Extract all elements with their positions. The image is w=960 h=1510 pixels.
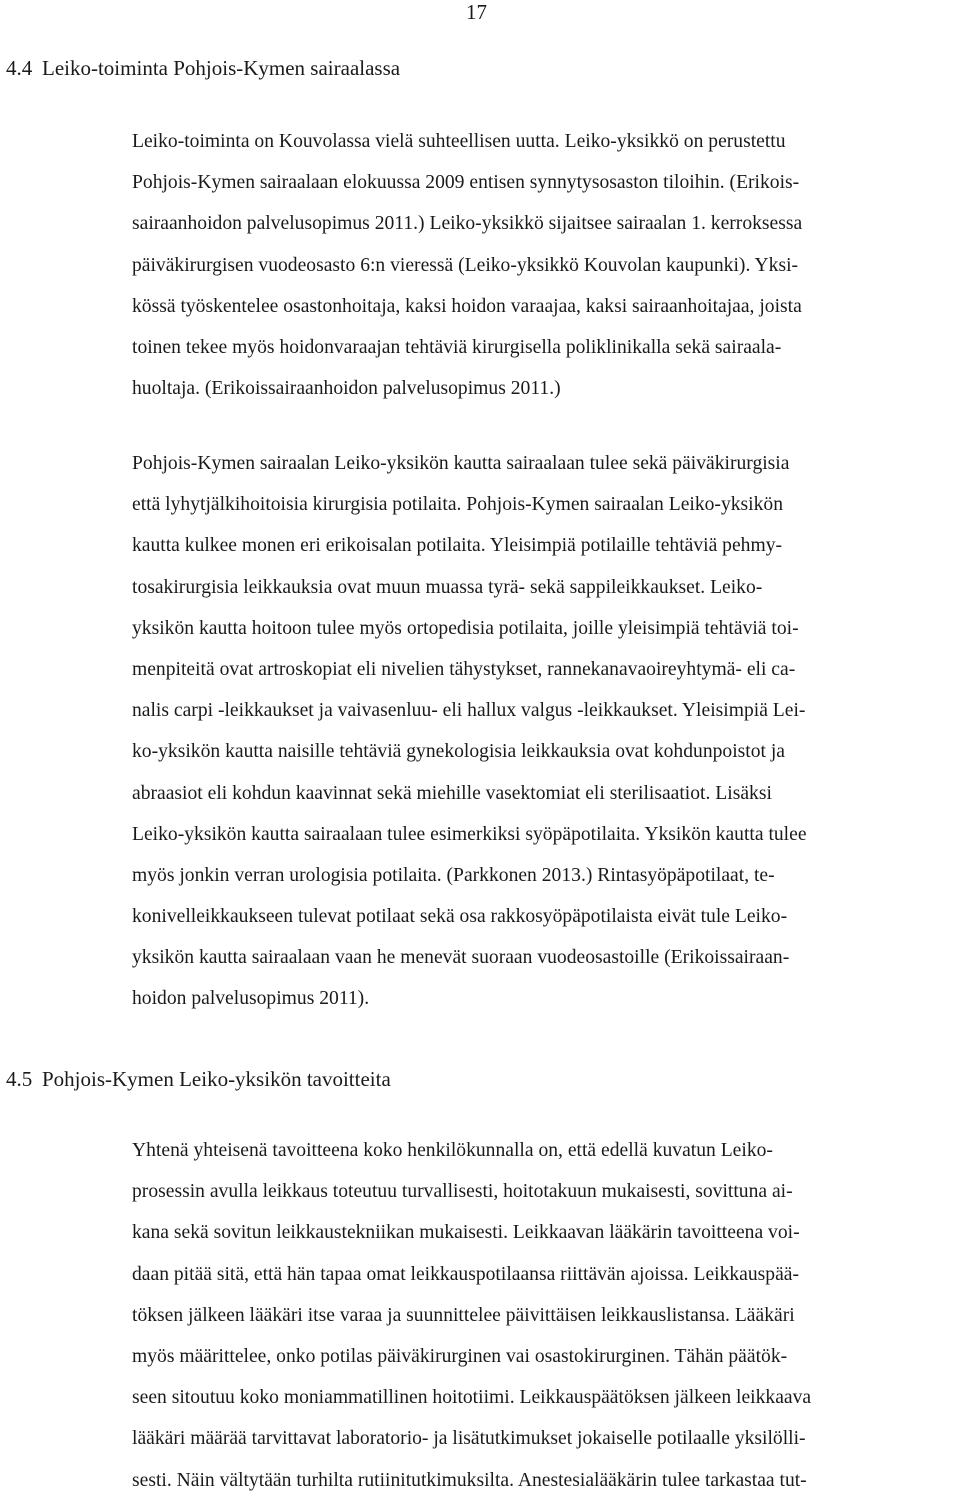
section-heading xyxy=(6,56,400,80)
text-line: huoltaja. (Erikoissairaanhoidon palvelusopimus 2011.) xyxy=(132,378,561,400)
section-title: Leiko-toiminta Pohjois-Kymen sairaalassa xyxy=(42,56,401,80)
paragraph xyxy=(132,1139,960,1510)
section-title: Pohjois-Kymen Leiko-yksikön tavoitteita xyxy=(42,1067,391,1091)
text-line: Leiko-toiminta on Kouvolassa vielä suhteellisen uutta. Leiko-yksikkö on perustettu xyxy=(132,131,786,152)
text-line: kössä työskentelee osastonhoitaja, kaksi hoidon varaajaa, kaksi sairaanhoitajaa, joista xyxy=(132,295,802,317)
text-line: hoidon palvelusopimus 2011). xyxy=(132,988,370,1010)
text-line: myös määrittelee, onko potilas päiväkirurginen vai osastokirurginen. Tähän päätök- xyxy=(132,1345,788,1367)
text-line: menpiteitä ovat artroskopiat eli nivelien tähystykset, rannekanavaoireyhtymä- eli ca- xyxy=(132,658,796,680)
text-line: sesti. Näin vältytään turhilta rutiinitutkimuksilta. Anestesialääkärin tulee tarkastaa tut- xyxy=(132,1469,807,1491)
text-line: Leiko-yksikön kautta sairaalaan tulee esimerkiksi syöpäpotilaita. Yksikön kautta tulee xyxy=(132,823,807,845)
text-line: yksikön kautta sairaalaan vaan he menevät suoraan vuodeosastoille (Erikoissairaan- xyxy=(132,947,790,969)
paragraph xyxy=(132,130,960,418)
text-line: nalis carpi -leikkaukset ja vaivasenluu- eli hallux valgus -leikkaukset. Yleisimpiä Lei- xyxy=(132,700,806,722)
text-line: toinen tekee myös hoidonvaraajan tehtäviä kirurgisella poliklinikalla sekä sairaala- xyxy=(132,336,782,358)
text-line: daan pitää sitä, että hän tapaa omat leikkauspotilaansa riittävän ajoissa. Leikkauspää- xyxy=(132,1263,800,1285)
text-line: tosakirurgisia leikkauksia ovat muun muassa tyrä- sekä sappileikkaukset. Leiko- xyxy=(132,576,763,598)
text-line: prosessin avulla leikkaus toteutuu turvallisesti, hoitotakuun mukaisesti, sovittuna ai- xyxy=(132,1181,793,1203)
text-line: Yhtenä yhteisenä tavoitteena koko henkilökunnalla on, että edellä kuvatun Leiko- xyxy=(132,1140,773,1161)
text-line: sairaanhoidon palvelusopimus 2011.) Leiko-yksikkö sijaitsee sairaalan 1. kerroksessa xyxy=(132,213,803,235)
text-line: että lyhytjälkihoitoisia kirurgisia potilaita. Pohjois-Kymen sairaalan Leiko-yksikön xyxy=(132,494,784,516)
text-line: myös jonkin verran urologisia potilaita. (Parkkonen 2013.) Rintasyöpäpotilaat, te- xyxy=(132,864,775,886)
text-line: kana sekä sovitun leikkaustekniikan mukaisesti. Leikkaavan lääkärin tavoitteena voi- xyxy=(132,1222,800,1244)
text-line: seen sitoutuu koko moniammatillinen hoitotiimi. Leikkauspäätöksen jälkeen leikkaava xyxy=(132,1387,812,1409)
text-line: abraasiot eli kohdun kaavinnat sekä miehille vasektomiat eli sterilisaatiot. Lisäksi xyxy=(132,782,772,804)
text-line: töksen jälkeen lääkäri itse varaa ja suunnittelee päivittäisen leikkauslistansa. Lääkäri xyxy=(132,1304,795,1326)
paragraph xyxy=(132,452,960,1029)
text-line: ko-yksikön kautta naisille tehtäviä gynekologisia leikkauksia ovat kohdunpoistot ja xyxy=(132,741,786,763)
text-line: kautta kulkee monen eri erikoisalan potilaita. Yleisimpiä potilaille tehtäviä pehmy- xyxy=(132,535,783,557)
text-line: päiväkirurgisen vuodeosasto 6:n vieressä (Leiko-yksikkö Kouvolan kaupunki). Yksi- xyxy=(132,254,799,276)
section-number: 4.5 xyxy=(6,1067,33,1091)
text-line: konivelleikkaukseen tulevat potilaat sekä osa rakkosyöpäpotilaista eivät tule Leiko- xyxy=(132,906,788,928)
text-line: lääkäri määrää tarvittavat laboratorio- ja lisätutkimukset jokaiselle potilaalle yksilölli- xyxy=(132,1428,806,1450)
section-heading xyxy=(6,1067,391,1091)
page-number: 17 xyxy=(466,0,487,24)
text-line: Pohjois-Kymen sairaalaan elokuussa 2009 entisen synnytysosaston tiloihin. (Erikois- xyxy=(132,172,800,194)
text-line: yksikön kautta hoitoon tulee myös ortopedisia potilaita, joille yleisimpiä tehtäviä toi- xyxy=(132,617,799,639)
text-line: Pohjois-Kymen sairaalan Leiko-yksikön kautta sairaalaan tulee sekä päiväkirurgisia xyxy=(132,453,790,474)
section-number: 4.4 xyxy=(6,56,33,80)
